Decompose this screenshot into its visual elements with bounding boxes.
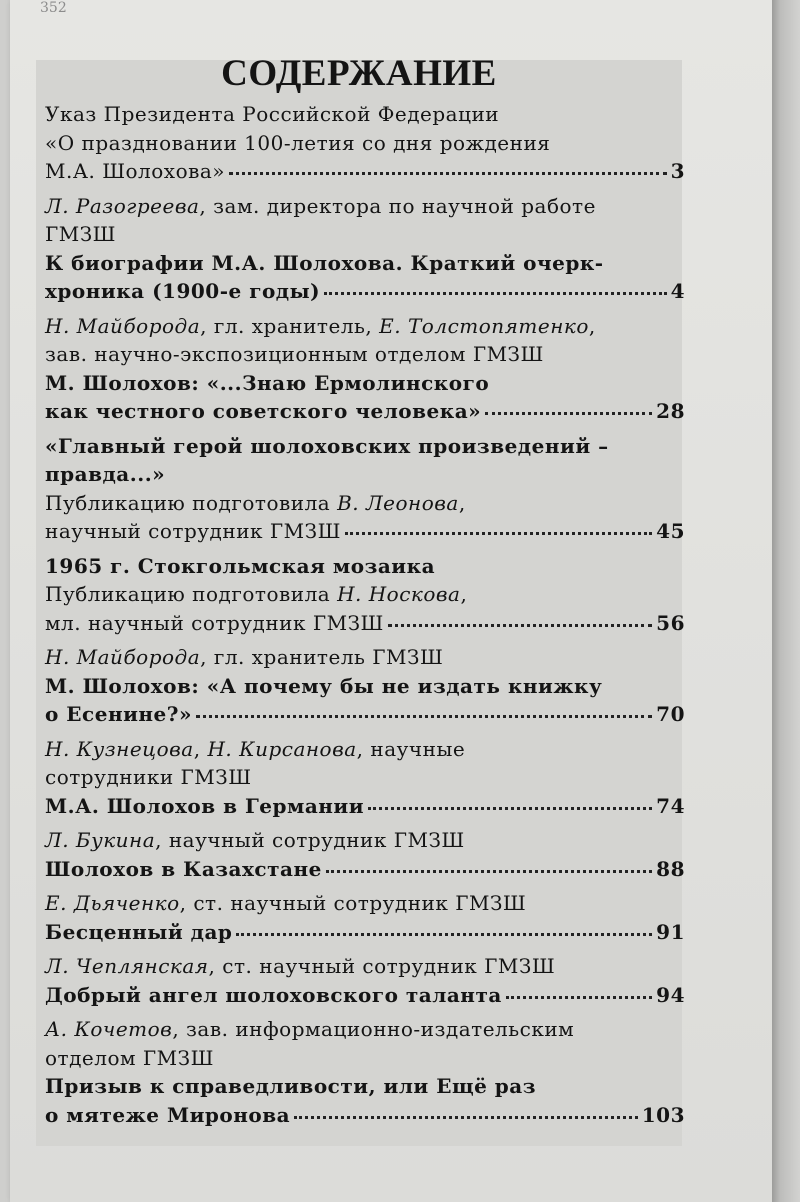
line-text: М.А. Шолохова» [45, 159, 226, 183]
toc-entry [45, 826, 685, 883]
author-role: , [460, 582, 468, 606]
toc-title-line [45, 981, 685, 1010]
author-name: Н. Майборода [45, 313, 201, 338]
author-role: , [193, 736, 208, 761]
line-text: отделом ГМЗШ [45, 1045, 214, 1070]
dot-leader [196, 713, 652, 718]
toc-line [45, 580, 685, 609]
article-title: М. Шолохов: «...Знаю Ермолинского [45, 370, 490, 395]
article-title: Призыв к справедливости, или Ещё раз [45, 1074, 537, 1098]
line-text: ГМЗШ [45, 222, 117, 246]
page-title: СОДЕРЖАНИЕ [221, 53, 497, 94]
toc-title-line [45, 517, 685, 546]
toc-title-line [45, 1101, 685, 1130]
toc-line [45, 889, 685, 918]
page-number: 352 [40, 0, 67, 16]
page-ref: 88 [656, 856, 685, 881]
dot-leader [236, 931, 652, 936]
toc-line [45, 552, 685, 581]
article-title: М. Шолохов: «А почему бы не издать книжку [45, 673, 603, 698]
toc-entry [45, 552, 685, 638]
dot-leader [485, 410, 652, 415]
author-name: Е. Дьяченко [45, 891, 180, 915]
toc-entry [45, 643, 685, 729]
toc-entry [45, 312, 685, 426]
line-text: зав. научно-экспозиционным отделом ГМЗШ [45, 342, 544, 366]
page-ref: 4 [670, 279, 685, 303]
dot-leader [345, 530, 652, 535]
article-title: как честного советского человека» [45, 399, 482, 423]
page-ref: 103 [641, 1102, 685, 1127]
toc-entry [45, 735, 685, 821]
page-ref: 91 [656, 919, 685, 944]
article-title: К биографии М.А. Шолохова. Краткий очерк- [45, 250, 604, 275]
dot-leader [506, 994, 652, 999]
dot-leader [229, 170, 667, 175]
author-role: , зав. информационно-издательским [172, 1017, 575, 1041]
page-ref: 94 [656, 982, 685, 1007]
toc-line [45, 763, 685, 792]
author-role: , [458, 490, 466, 515]
article-title: хроника (1900-е годы) [45, 279, 321, 303]
page-ref: 28 [656, 399, 685, 423]
line-text: сотрудники ГМЗШ [45, 765, 252, 789]
toc-line [45, 192, 685, 221]
toc-line [45, 643, 685, 672]
dot-leader [326, 868, 652, 873]
page-ref: 74 [656, 793, 685, 818]
author-name: Е. Толстопятенко [379, 313, 589, 338]
toc-title-line [45, 397, 685, 426]
line-text: мл. научный сотрудник ГМЗШ [45, 610, 384, 635]
line-text: «О праздновании 100-летия со дня рождения [45, 130, 551, 155]
toc-entry [45, 1015, 685, 1129]
article-title: Добрый ангел шолоховского таланта [45, 982, 502, 1007]
author-name: Л. Разогреева [45, 193, 200, 218]
toc-entry [45, 100, 685, 186]
toc-line [45, 312, 685, 341]
author-name: Н. Кузнецова [45, 736, 194, 761]
toc-title-line [45, 609, 685, 638]
toc-line [45, 1044, 685, 1073]
article-title: 1965 г. Стокгольмская мозаика [45, 553, 436, 578]
toc-line [45, 460, 685, 489]
author-name: В. Леонова [337, 490, 459, 515]
article-title: Бесценный дар [45, 919, 233, 944]
toc-title-line [45, 792, 685, 821]
dot-leader [294, 1114, 638, 1119]
toc-line [45, 340, 685, 369]
author-role: , гл. хранитель, [200, 313, 380, 338]
page-ref: 70 [656, 702, 685, 726]
article-title: правда...» [45, 462, 166, 486]
line-text: Указ Президента Российской Федерации [45, 102, 500, 126]
toc-line [45, 735, 685, 764]
author-name: Н. Носкова [337, 582, 461, 606]
page-ref: 56 [656, 610, 685, 635]
article-title: «Главный герой шолоховских произведений – [45, 433, 609, 458]
toc-line [45, 1072, 685, 1101]
toc-line [45, 249, 685, 278]
author-name: Л. Букина [45, 828, 156, 852]
article-title: о мятеже Миронова [45, 1102, 291, 1127]
toc-entry [45, 192, 685, 306]
dot-leader [368, 805, 652, 810]
toc-line [45, 129, 685, 158]
author-role: , ст. научный сотрудник ГМЗШ [208, 954, 556, 978]
author-role: , зам. директора по научной работе [199, 193, 596, 218]
author-role: , гл. хранитель ГМЗШ [200, 645, 444, 669]
toc-entry [45, 432, 685, 546]
toc-entry [45, 952, 685, 1009]
author-name: Л. Чеплянская [45, 954, 209, 978]
author-role: , научные [356, 736, 466, 761]
page-ref: 45 [656, 519, 685, 543]
toc-line [45, 1015, 685, 1044]
toc-line [45, 220, 685, 249]
toc-line [45, 369, 685, 398]
author-name: А. Кочетов [45, 1017, 173, 1041]
article-title: М.А. Шолохов в Германии [45, 793, 365, 818]
toc-title-line [45, 918, 685, 947]
page-ref: 3 [670, 159, 685, 183]
author-role: , научный сотрудник ГМЗШ [155, 828, 465, 852]
contents-list [45, 100, 685, 1135]
author-role: Публикацию подготовила [45, 490, 338, 515]
toc-title-line [45, 157, 685, 186]
line-text: научный сотрудник ГМЗШ [45, 519, 341, 543]
author-role: Публикацию подготовила [45, 582, 338, 606]
author-role: , ст. научный сотрудник ГМЗШ [179, 891, 527, 915]
toc-line [45, 826, 685, 855]
toc-line [45, 489, 685, 518]
author-name: Н. Майборода [45, 645, 201, 669]
next-page-edge [772, 0, 800, 1202]
toc-title-line [45, 700, 685, 729]
toc-title-line [45, 855, 685, 884]
article-title: о Есенине?» [45, 702, 193, 726]
dot-leader [388, 622, 652, 627]
author-role: , [588, 313, 596, 338]
toc-line [45, 432, 685, 461]
toc-entry [45, 889, 685, 946]
article-title: Шолохов в Казахстане [45, 856, 322, 881]
toc-line [45, 952, 685, 981]
author-name: Н. Кирсанова [207, 736, 357, 761]
dot-leader [324, 290, 666, 295]
toc-title-line [45, 277, 685, 306]
toc-line [45, 672, 685, 701]
toc-line [45, 100, 685, 129]
